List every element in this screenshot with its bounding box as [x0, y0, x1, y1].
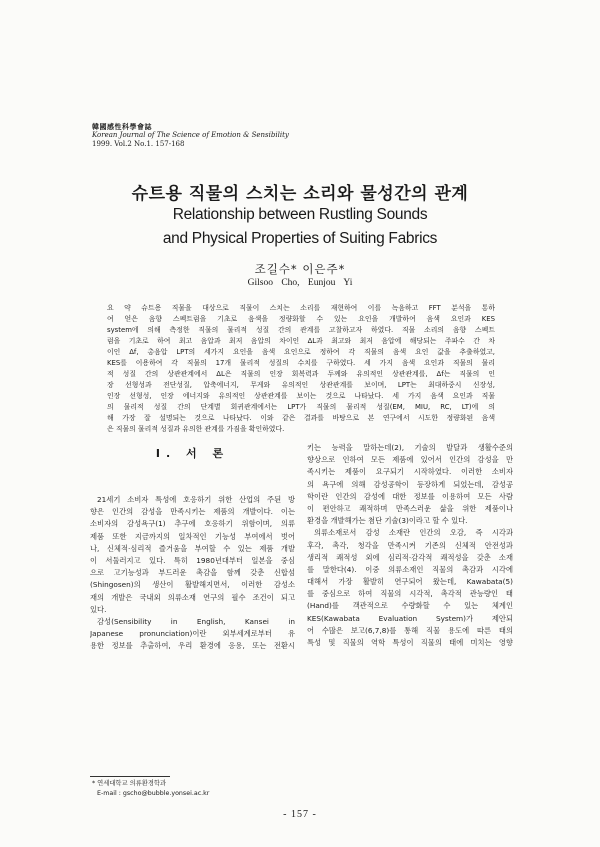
abstract-line: 여 얻은 음향 스펙트럼을 기초로 음색을 정량화할 수 있는 요인을 개발하여 음색 요인과 KES: [107, 315, 495, 323]
footnote: [92, 779, 209, 799]
body-line: 소비자의 감성욕구(1) 추구에 호응하기 위함이며, 의류: [90, 519, 295, 529]
body-line: 환경을 개발해가는 첨단 기술(3)이라고 할 수 있다.: [307, 516, 468, 526]
journal-header: [92, 122, 289, 149]
abstract-line: 의 물리적 성질 간의 단계별 회귀관계에서는 LPT가 직물의 물리적 성질(EM, MIU, RC, LT)에 의: [107, 403, 495, 411]
abstract-line: 은 직물의 물리적 성질과 유의한 관계를 가짐을 확인하였다.: [107, 425, 285, 433]
body-line: 이 편안하고 쾌적하며 만족스러운 삶을 위한 제품이나: [307, 503, 513, 513]
abstract-line: system에 의해 측정한 직물의 물리적 성질 간의 관계를 고찰하고자 하였다. 직물 소리의 음향 스펙트: [107, 326, 495, 334]
body-line: (Hand)를 객관적으로 수량화할 수 있는 체계인: [307, 601, 513, 611]
abstract-line: 요 약 슈트용 직물을 대상으로 직물이 스치는 소리를 재현하여 이를 녹음하고 FFT 분석을 통하: [107, 304, 495, 312]
abstract-line: 인장 선형성, 인장 에너지와 유의적인 상관관계를 보이는 것으로 나타났다. 세 가지 음색 요인과 직물: [107, 392, 495, 400]
section-heading-introduction: I. 서 론: [155, 447, 230, 460]
body-line: 의 욕구에 의해 감성공학이 등장하게 되었는데, 감성공: [307, 479, 513, 489]
body-line: (Shingosen)의 생산이 활발해지면서, 이러한 감성소: [90, 580, 295, 590]
abstract-line: 적 성질 간의 상관관계에서 ΔL은 직물의 인장 회복력과 두께와 유의적인 상관관계를, Δf는 직물의 인: [107, 370, 495, 378]
journal-name-english: Korean Journal of The Science of Emotion & Sensibility: [92, 131, 289, 139]
body-line: 으로 고기능성과 부드러운 촉감을 함께 갖춘 신합섬: [90, 568, 295, 578]
body-line: 나, 신체적·심리적 즐거움을 부여할 수 있는 제품 개발: [90, 543, 295, 553]
body-right-column: [307, 442, 513, 649]
abstract-line: 럼을 기초로 하여 최고 음압과 최저 음압의 차이인 ΔL과 최고와 최저 음압에 해당되는 주파수 간 차: [107, 337, 495, 345]
body-line: KES(Kawabata Evaluation System)가 제안되: [307, 613, 513, 623]
title-korean: 슈트용 직물의 스치는 소리와 물성간의 관계: [131, 184, 469, 204]
body-line: 특성 및 직물의 역학 특성이 직물의 태에 미치는 영향: [307, 638, 513, 647]
body-line: 향은 인간의 감성을 만족시키는 제품의 개발이다. 이는: [90, 507, 295, 517]
abstract: [107, 303, 495, 435]
body-line: 의류소재로서 감성 소재란 인간의 오감, 즉 시각과: [314, 528, 513, 538]
body-line: 생리적 쾌적성 외에 심리적·감각적 쾌적성을 갖춘 소재: [307, 552, 513, 562]
abstract-line: KES를 이용하여 각 직물의 17개 물리적 성질의 수치를 구하였다. 세 가지 음색 요인과 직물의 물리: [107, 359, 495, 367]
body-line: 족시키는 제품이 요구되기 시작하였다. 이러한 소비자: [307, 467, 513, 477]
body-line: 학이란 인간의 감성에 대한 정보를 이용하여 모든 사람: [307, 491, 513, 501]
body-line: 대해서 가장 활발히 연구되어 왔는데, Kawabata(5): [307, 577, 513, 587]
body-line: 감성(Sensibility in English, Kansei in: [97, 616, 295, 626]
title-english-line-2: and Physical Properties of Suiting Fabrics: [162, 230, 438, 247]
abstract-line: 장 선형성과 전단성질, 압축에너지, 무게와 유의적인 상관관계를 보이며, LPT는 최대하중시 신장성,: [107, 381, 495, 389]
body-line: 후각, 촉각, 청각을 만족시켜 기존의 신체적 안전성과: [307, 540, 513, 550]
body-line: 를 중심으로 하여 직물의 시각적, 촉각적 관능량인 태: [307, 589, 513, 599]
journal-name-korean: 韓國感性科學會誌: [92, 122, 152, 131]
body-line: 이 서둘러지고 있다. 특히 1980년대부터 일본을 중심: [90, 555, 295, 565]
body-line: 재의 개발은 국내외 의류소재 연구의 필수 조건이 되고: [90, 592, 295, 602]
page-number: - 157 -: [283, 809, 317, 820]
body-line: 제품 또한 지금까지의 일차적인 기능성 부여에서 벗어: [90, 531, 295, 541]
body-line: 키는 능력을 말하는데(2), 기술의 발달과 생활수준의: [307, 443, 513, 452]
title-english-line-1: Relationship between Rustling Sounds: [172, 206, 428, 223]
body-line: Japanese pronunciation)이란 외부세계로부터 유: [90, 629, 295, 639]
journal-citation: 1999. Vol.2 No.1. 157-168: [92, 140, 185, 148]
footnote-email: E-mail : gscho@bubble.yonsei.ac.kr: [97, 790, 210, 797]
abstract-line: 해 가장 잘 설명되는 것으로 나타났다. 이와 같은 결과를 바탕으로 본 연구에서 시도한 정량화된 음색: [107, 414, 495, 422]
footnote-affiliation: * 연세대학교 의류환경학과: [92, 780, 167, 787]
body-line: 어 수많은 보고(6,7,8)를 통해 직물 용도에 따른 태의: [307, 625, 513, 635]
body-line: 를 말한다(4). 이중 의류소재인 직물의 촉감과 시각에: [307, 564, 513, 574]
body-line: 향상으로 인하여 모든 제품에 있어서 인간의 감성을 만: [307, 455, 513, 465]
footnote-divider: [90, 776, 170, 777]
authors-korean: 조길수* 이은주*: [254, 262, 346, 276]
authors-english: Gilsoo Cho, Eunjou Yi: [247, 278, 353, 288]
abstract-line: 이인 Δf, 총음압 LPT의 세가지 요인을 음색 요인으로 정하여 각 직물의 음색 요인 값을 추출하였고,: [107, 348, 495, 356]
body-line: 용한 정보를 추출하여, 우리 환경에 응용, 또는 전환시: [90, 641, 295, 651]
body-line: 있다.: [90, 604, 107, 614]
body-line: 21세기 소비자 특성에 호응하기 위한 산업의 주된 방: [97, 495, 295, 504]
body-left-column: [90, 494, 295, 652]
